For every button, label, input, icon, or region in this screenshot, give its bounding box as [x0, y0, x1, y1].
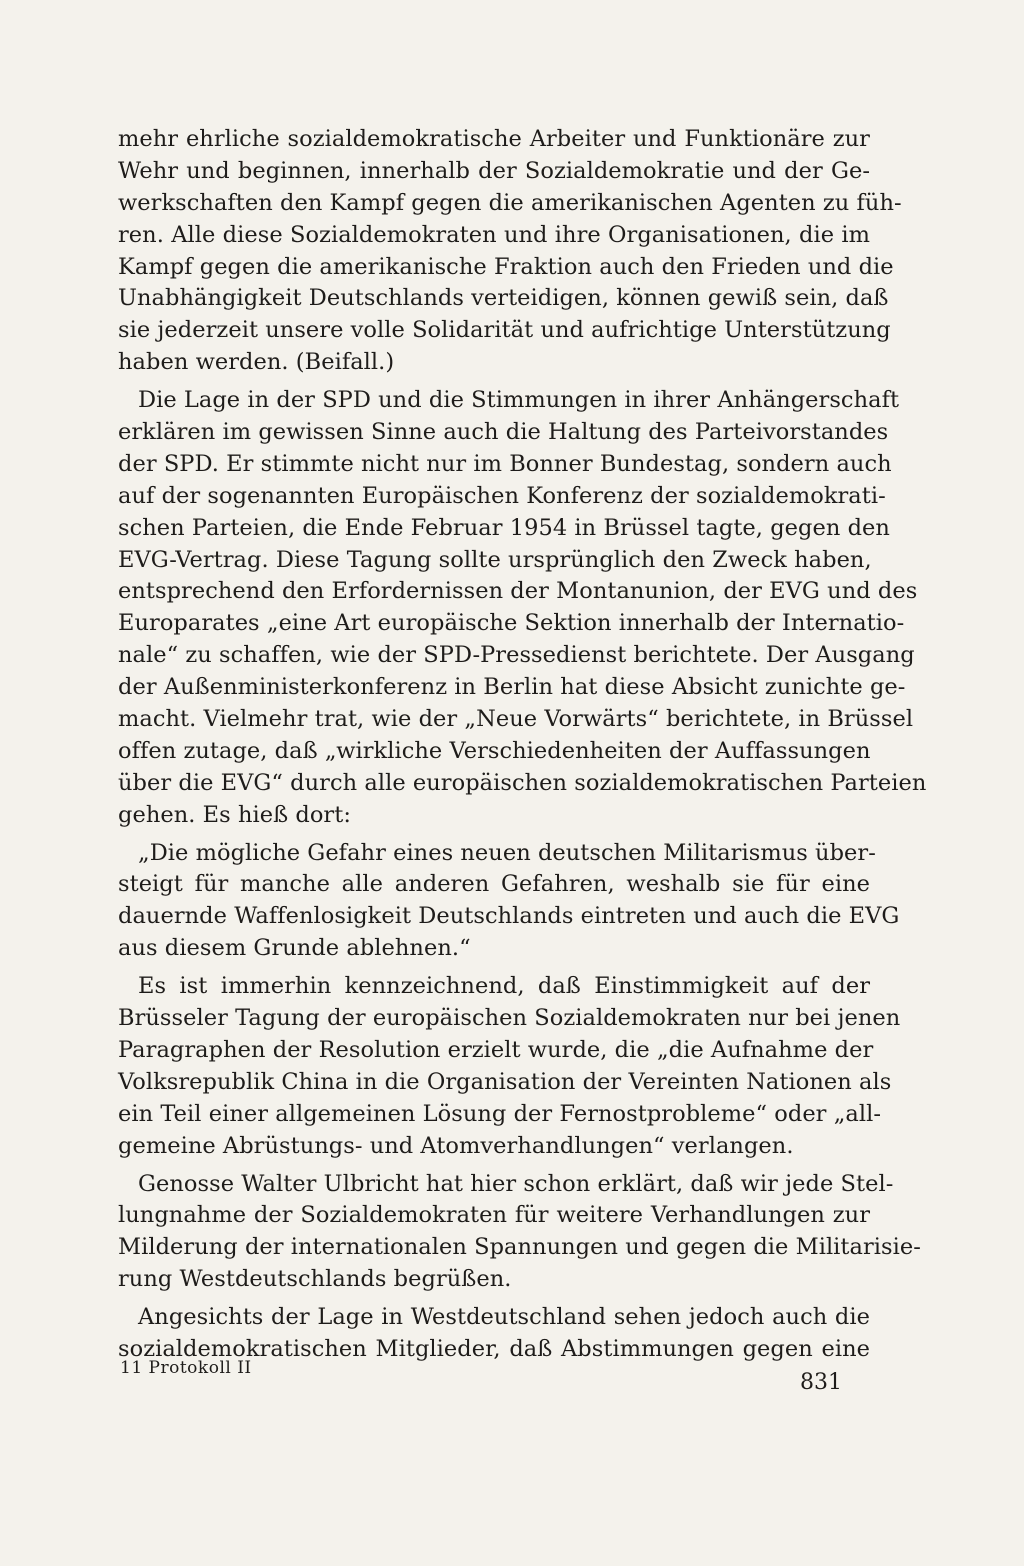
text-line: werkschaften den Kampf gegen die amerikanischen Agenten zu füh- [118, 189, 902, 216]
text-line: EVG-Vertrag. Diese Tagung sollte ursprünglich den Zweck haben, [118, 546, 872, 573]
text-line: aus diesem Grunde ablehnen.“ [118, 935, 471, 962]
text-line: Paragraphen der Resolution erzielt wurde, die „die Aufnahme der [118, 1036, 874, 1063]
text-line: „Die mögliche Gefahr eines neuen deutschen Militarismus über- [138, 839, 876, 866]
text-line: entsprechend den Erfordernissen der Montanunion, der EVG und des [118, 578, 918, 605]
text-line: Unabhängigkeit Deutschlands verteidigen, können gewiß sein, daß [118, 285, 889, 312]
page-number: 831 [800, 1370, 842, 1395]
text-line: ein Teil einer allgemeinen Lösung der Fernostprobleme“ oder „all- [118, 1100, 882, 1127]
text-line: Europarates „eine Art europäische Sektion innerhalb der Internatio- [118, 610, 905, 637]
text-line: lungnahme der Sozialdemokraten für weitere Verhandlungen zur [118, 1202, 870, 1229]
text-line: Angesichts der Lage in Westdeutschland sehen jedoch auch die [138, 1304, 870, 1331]
text-line: gemeine Abrüstungs- und Atomverhandlungen“ verlangen. [118, 1132, 794, 1159]
text-line: auf der sogenannten Europäischen Konferenz der sozialdemokrati- [118, 482, 886, 509]
text-line: dauernde Waffenlosigkeit Deutschlands eintreten und auch die EVG [118, 903, 900, 930]
text-line: erklären im gewissen Sinne auch die Haltung des Parteivorstandes [118, 419, 889, 446]
body-text [118, 124, 927, 1366]
text-line: der SPD. Er stimmte nicht nur im Bonner Bundestag, sondern auch [118, 450, 892, 477]
text-line: ren. Alle diese Sozialdemokraten und ihre Organisationen, die im [118, 221, 870, 248]
text-line: steigt für manche alle anderen Gefahren, weshalb sie für eine [118, 871, 870, 898]
text-line: gehen. Es hieß dort: [118, 801, 351, 828]
text-line: mehr ehrliche sozialdemokratische Arbeiter und Funktionäre zur [118, 126, 870, 152]
text-line: macht. Vielmehr trat, wie der „Neue Vorwärts“ berichtete, in Brüssel [118, 706, 914, 733]
text-line: sozialdemokratischen Mitglieder, daß Abstimmungen gegen eine [118, 1335, 870, 1362]
text-line: offen zutage, daß „wirkliche Verschiedenheiten der Auffassungen [118, 737, 871, 764]
text-line: Volksrepublik China in die Organisation der Vereinten Nationen als [118, 1068, 892, 1095]
text-line: Milderung der internationalen Spannungen und gegen die Militarisie- [118, 1234, 921, 1261]
text-line: rung Westdeutschlands begrüßen. [118, 1266, 512, 1293]
text-line: Es ist immerhin kennzeichnend, daß Einstimmigkeit auf der [138, 973, 870, 1000]
text-line: der Außenministerkonferenz in Berlin hat diese Absicht zunichte ge- [118, 674, 906, 701]
text-line: Die Lage in der SPD und die Stimmungen in ihrer Anhängerschaft [138, 387, 900, 414]
text-line: über die EVG“ durch alle europäischen sozialdemokratischen Parteien [118, 769, 927, 796]
text-line: haben werden. (Beifall.) [118, 349, 395, 376]
text-line: Wehr und beginnen, innerhalb der Sozialdemokratie und der Ge- [118, 157, 870, 184]
text-line: nale“ zu schaffen, wie der SPD-Pressedienst berichtete. Der Ausgang [118, 642, 915, 669]
text-line: Brüsseler Tagung der europäischen Sozialdemokraten nur bei jenen [118, 1005, 901, 1032]
text-line: Kampf gegen die amerikanische Fraktion auch den Frieden und die [118, 253, 894, 280]
printer-signature-mark: 11 Protokoll II [120, 1358, 252, 1378]
text-line: Genosse Walter Ulbricht hat hier schon erklärt, daß wir jede Stel- [138, 1170, 894, 1197]
text-line: sie jederzeit unsere volle Solidarität und aufrichtige Unterstützung [118, 317, 891, 344]
text-line: schen Parteien, die Ende Februar 1954 in Brüssel tagte, gegen den [118, 514, 890, 541]
